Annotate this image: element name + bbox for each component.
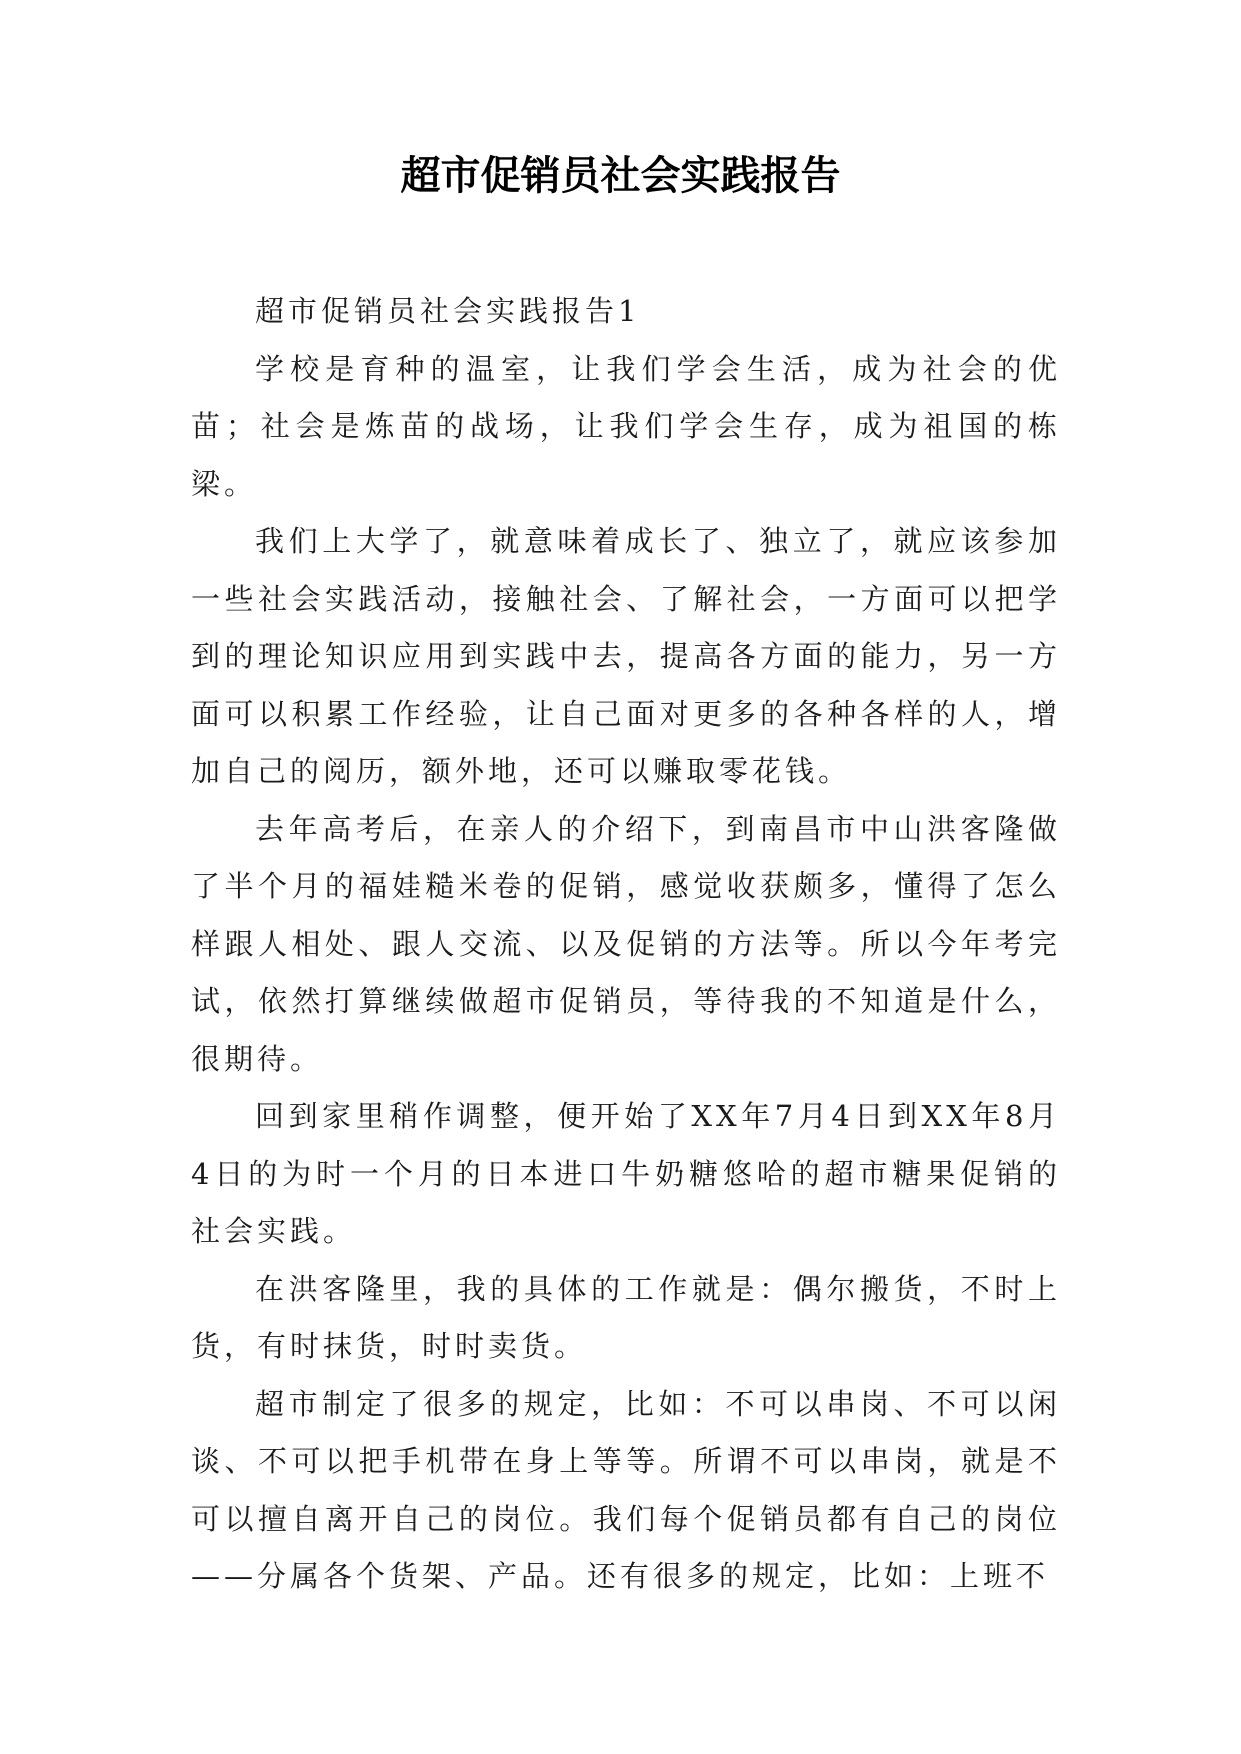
section-heading: 超市促销员社会实践报告1 (255, 294, 641, 328)
paragraph: 在洪客隆里，我的具体的工作就是：偶尔搬货，不时上货，有时抹货，时时卖货。 (191, 1271, 1061, 1363)
paragraph: 我们上大学了，就意味着成长了、独立了，就应该参加一些社会实践活动，接触社会、了解社会，一方面可以把学到的理论知识应用到实践中去，提高各方面的能力，另一方面可以积累工作经验，让自己面对更多的各种各样的人，增加自己的阅历，额外地，还可以赚取零花钱。 (191, 524, 1061, 788)
paragraph: 去年高考后，在亲人的介绍下，到南昌市中山洪客隆做了半个月的福娃糙米卷的促销，感觉收获颇多，懂得了怎么样跟人相处、跟人交流、以及促销的方法等。所以今年考完试，依然打算继续做超市促销员，等待我的不知道是什么，很期待。 (191, 811, 1061, 1076)
paragraph: 回到家里稍作调整，便开始了XX年7月4日到XX年8月4日的为时一个月的日本进口牛奶糖悠哈的超市糖果促销的社会实践。 (191, 1099, 1061, 1248)
paragraph: 学校是育种的温室，让我们学会生活，成为社会的优苗；社会是炼苗的战场，让我们学会生存，成为祖国的栋梁。 (191, 351, 1061, 501)
document-body (191, 283, 1061, 1606)
document-title: 超市促销员社会实践报告 (400, 152, 841, 199)
paragraph: 超市制定了很多的规定，比如：不可以串岗、不可以闲谈、不可以把手机带在身上等等。所谓不可以串岗，就是不可以擅自离开自己的岗位。我们每个促销员都有自己的岗位——分属各个货架、产品。还有很多的规定，比如：上班不 (191, 1386, 1061, 1593)
